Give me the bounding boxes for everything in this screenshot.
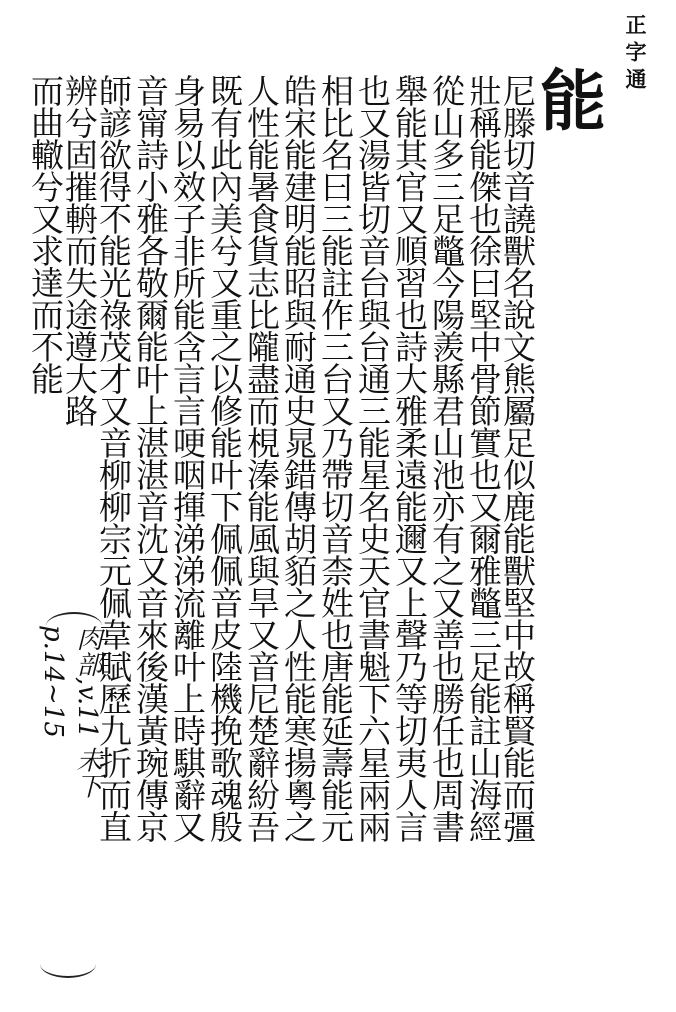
- text-column-8: 人性能暑食貨志比隴盡而梘溱能風與旱又音尼楚辭紛吾: [242, 74, 281, 842]
- text-column-12: 師諺欲得不能光祿茂才又音柳柳宗元佩韋賦歷九折而直: [94, 74, 133, 842]
- text-column-5: 也又湯皆切音台與台通三能星名史天官書魁下六星兩兩: [353, 74, 392, 842]
- margin-note-line-2: p.14~15: [38, 625, 68, 738]
- note-bracket-bottom: [40, 950, 96, 978]
- margin-note: [36, 625, 104, 798]
- text-column-4: 舉能其官又順習也詩大雅柔遠能邇又上聲乃等切夷人言: [390, 74, 429, 842]
- text-column-7: 皓宋能建明能昭與耐通史晁錯傳胡貊之人性能寒揚粵之: [279, 74, 318, 842]
- text-column-3: 從山多三足鼈今陽羨縣君山池亦有之又善也勝任也周書: [427, 74, 466, 842]
- text-column-10: 身易以效子非所能含言言哽咽揮涕涕流離叶上時騏辭又: [168, 74, 207, 842]
- text-column-9: 既有此內美兮又重之以修能叶下佩佩音皮陸機挽歌魂殷: [205, 74, 244, 842]
- text-column-2: 壯稱能傑也徐曰堅中骨節實也又爾雅鼈三足能註山海經: [464, 74, 503, 842]
- text-column-14: 而曲轍兮又求達而不能: [26, 74, 65, 394]
- text-column-11: 音甯詩小雅各敬爾能叶上湛湛音沈又音來後漢黃琬傳京: [131, 74, 170, 842]
- text-column-6: 相比名曰三能註作三台又乃帶切音柰姓也唐能延壽能元: [316, 74, 355, 842]
- margin-note-line-1: 肉部,v.11 未下: [72, 625, 102, 799]
- text-column-1: 尼滕切音譊獸名說文熊屬足似鹿能獸堅中故稱賢能而彊: [498, 74, 537, 842]
- book-title: 正字通: [623, 14, 648, 95]
- text-column-13: 辨兮固摧輈而失途遵大路: [60, 74, 99, 426]
- head-character: 能: [540, 62, 606, 140]
